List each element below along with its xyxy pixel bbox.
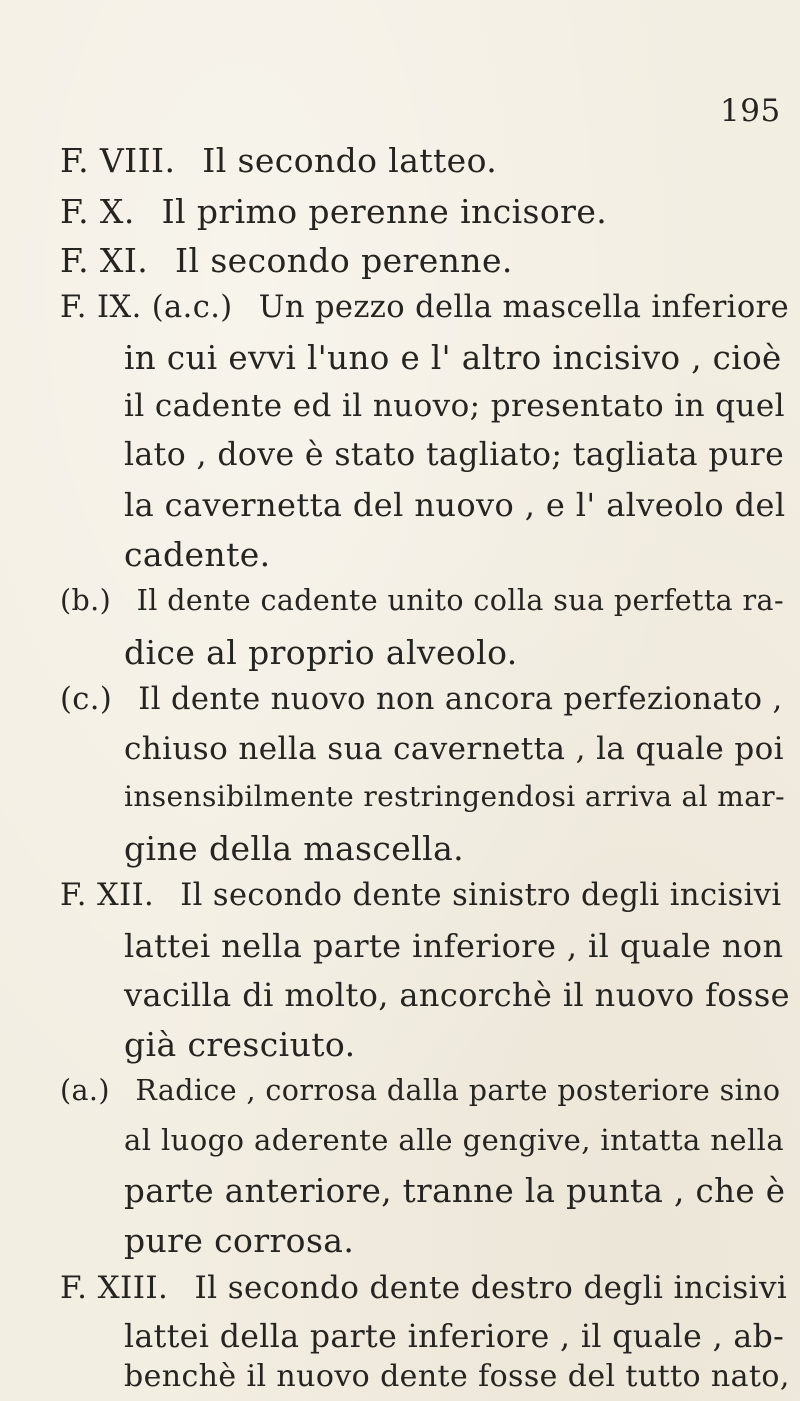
caption-line xyxy=(124,1172,786,1210)
caption-line xyxy=(60,290,790,325)
caption-text: Il primo perenne incisore. xyxy=(161,192,608,231)
caption-line xyxy=(124,437,785,473)
figure-label: (a.) xyxy=(60,1074,110,1107)
caption-line xyxy=(60,584,784,617)
caption-line xyxy=(124,780,785,813)
caption-line xyxy=(124,535,271,574)
caption-text: Un pezzo della mascella inferiore xyxy=(258,290,790,325)
caption-line xyxy=(124,1025,356,1064)
figure-label: F. VIII. xyxy=(60,141,176,180)
caption-line xyxy=(60,241,513,280)
caption-text: Il dente cadente unito colla sua perfetta ra- xyxy=(136,584,784,617)
caption-text: lattei nella parte inferiore , il quale non xyxy=(124,927,784,965)
caption-text: parte anteriore, tranne la punta , che è xyxy=(124,1172,786,1210)
caption-line xyxy=(124,927,784,965)
caption-text: il cadente ed il nuovo; presentato in quel xyxy=(124,388,785,424)
caption-line xyxy=(60,141,498,180)
caption-line xyxy=(124,633,518,672)
caption-line xyxy=(60,192,608,231)
caption-line xyxy=(124,486,786,524)
caption-text: Il secondo perenne. xyxy=(175,241,513,280)
caption-line xyxy=(124,829,465,868)
caption-text: gine della mascella. xyxy=(124,829,465,868)
caption-text: chiuso nella sua cavernetta , la quale poi xyxy=(124,731,784,767)
caption-text: Il secondo dente destro degli incisivi xyxy=(194,1270,788,1306)
caption-text: lattei della parte inferiore , il quale , ab- xyxy=(124,1319,785,1355)
caption-text: dice al proprio alveolo. xyxy=(124,633,518,672)
caption-line xyxy=(124,1359,790,1394)
caption-text: pure corrosa. xyxy=(124,1221,355,1260)
caption-line xyxy=(124,731,784,767)
figure-label: F. XI. xyxy=(60,241,149,280)
caption-line xyxy=(124,339,782,377)
caption-text: Il secondo dente sinistro degli incisivi xyxy=(180,878,782,913)
caption-text: al luogo aderente alle gengive, intatta nella xyxy=(124,1123,785,1157)
caption-text: già cresciuto. xyxy=(124,1025,356,1064)
figure-label: F. XII. xyxy=(60,878,155,913)
figure-label: (b.) xyxy=(60,584,112,617)
caption-line xyxy=(124,976,790,1014)
caption-text: insensibilmente restringendosi arriva al mar- xyxy=(124,780,785,813)
caption-line xyxy=(124,1123,785,1157)
caption-text: Il secondo latteo. xyxy=(202,141,498,180)
caption-line xyxy=(60,1074,781,1107)
caption-line xyxy=(124,1319,785,1355)
caption-line xyxy=(124,1221,355,1260)
figure-label: F. XIII. xyxy=(60,1270,169,1306)
caption-text: benchè il nuovo dente fosse del tutto nato, xyxy=(124,1359,790,1394)
caption-line xyxy=(60,878,782,913)
caption-text: Il dente nuovo non ancora perfezionato , xyxy=(138,682,783,717)
caption-text: lato , dove è stato tagliato; tagliata pure xyxy=(124,437,785,473)
caption-line xyxy=(60,682,783,717)
page-number: 195 xyxy=(720,93,781,129)
caption-text: la cavernetta del nuovo , e l' alveolo del xyxy=(124,486,786,524)
caption-line xyxy=(124,388,785,424)
caption-text: vacilla di molto, ancorchè il nuovo fosse xyxy=(124,976,790,1014)
figure-label: F. IX. (a.c.) xyxy=(60,290,233,325)
figure-label: (c.) xyxy=(60,682,113,717)
caption-text: cadente. xyxy=(124,535,271,574)
caption-text: Radice , corrosa dalla parte posteriore sino xyxy=(135,1074,781,1107)
caption-text: in cui evvi l'uno e l' altro incisivo , cioè xyxy=(124,339,782,377)
figure-label: F. X. xyxy=(60,192,135,231)
caption-line xyxy=(60,1270,788,1306)
